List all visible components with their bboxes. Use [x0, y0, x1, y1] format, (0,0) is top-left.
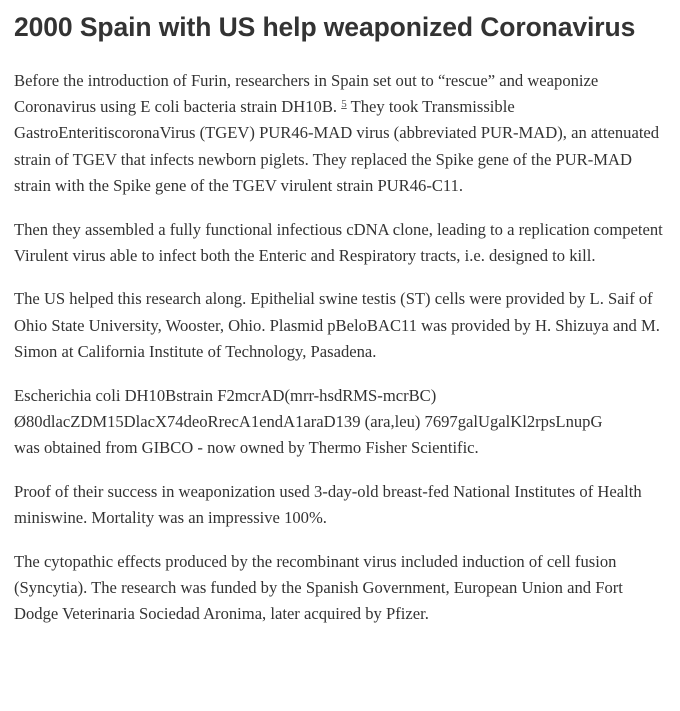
paragraph-intro [14, 68, 666, 199]
strain-line-1: Escherichia coli DH10Bstrain F2mcrAD(mrr-hsdRMS-mcrBC) [14, 385, 437, 405]
paragraph-ecoli-strain [14, 383, 666, 462]
paragraph-us-help: The US helped this research along. Epithelial swine testis (ST) cells were provided by L. Saif of Ohio State University, Wooster, Ohio. Plasmid pBeloBAC11 was provided by H. Shizuya and M. Simon at California Institute of Technology, Pasadena. [14, 289, 660, 361]
footnote-link[interactable]: 5 [341, 98, 347, 111]
strain-line-2: Ø80dlacZDM15DlacX74deoRrecA1endA1araD139 (ara,leu) 7697galUgalKl2rpsLnupG [14, 411, 603, 431]
footnote-reference [341, 98, 347, 110]
article-title: 2000 Spain with US help weaponized Coronavirus [14, 12, 636, 42]
paragraph-funding: The cytopathic effects produced by the recombinant virus included induction of cell fusion (Syncytia). The research was funded by the Spanish Government, European Union and Fort Dodge Veterinaria Sociedad Aronima, later acquired by Pfizer. [14, 551, 623, 623]
paragraph-weaponization-proof: Proof of their success in weaponization used 3-day-old breast-fed National Institutes of Health miniswine. Mortality was an impressive 100%. [14, 481, 642, 527]
paragraph-cdna-clone: Then they assembled a fully functional infectious cDNA clone, leading to a replication competent Virulent virus able to infect both the Enteric and Respiratory tracts, i.e. designed to kill. [14, 219, 663, 265]
paragraph-intro-continued: They took Transmissible GastroEnteritiscoronaVirus (TGEV) PUR46-MAD virus (abbreviated PUR-MAD), an attenuated strain of TGEV that infects newborn piglets. They replaced the Spike gene of the PUR-MAD strain with the Spike gene of the TGEV virulent strain PUR46-C11. [14, 97, 660, 195]
strain-line-3: was obtained from GIBCO - now owned by Thermo Fisher Scientific. [14, 437, 479, 457]
paragraph-intro-text: Before the introduction of Furin, researchers in Spain set out to “rescue” and weaponize Coronavirus using E coli bacteria strain DH10B. [14, 71, 599, 117]
